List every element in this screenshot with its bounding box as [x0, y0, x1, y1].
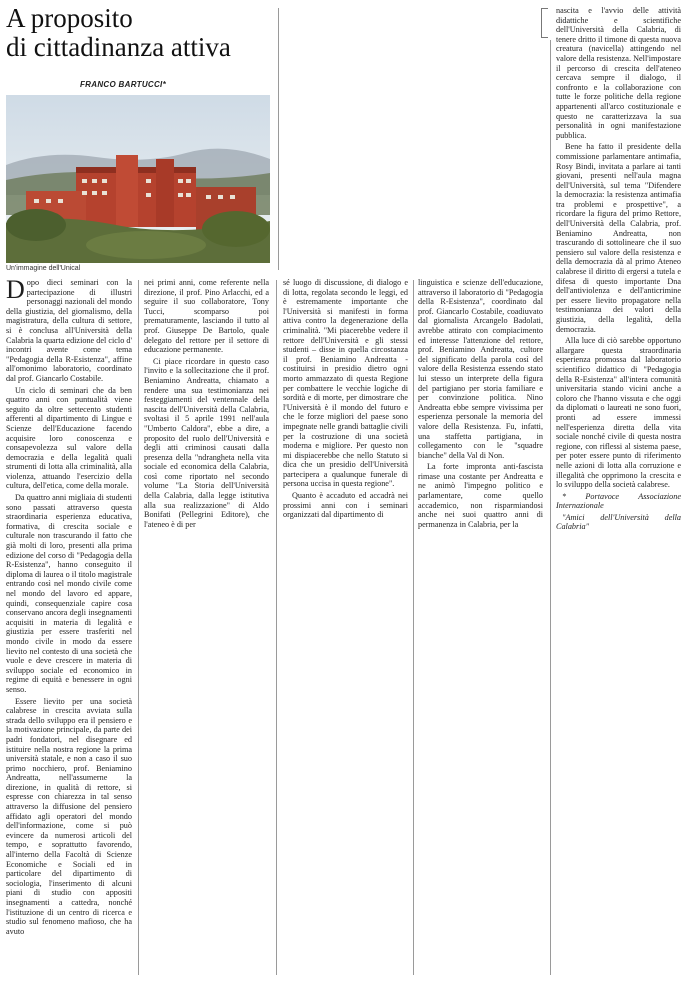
paragraph: Bene ha fatto il presidente della commissione parlamentare antimafia, Rosy Bindi, invitata a parlare ai tanti giovani, presenti nell'aula magna dell'Università, sul tema "Difendere la democrazia: la resistenza antimafia tra problemi e prospettive", a ricordare la figura del primo Rettore, dell'Università della Calabria, prof. Beniamino Andreatta, non trascurando di sottolineare che il suo pensiero sul valore della resistenza e della democrazia dà al primo Ateneo calabrese il diritto di ergersi a tutela e difesa di questo importante Dna dell'antiviolenza e dell'anticrimine per essere lievito propagatore nella testimonianza dei valori della giustizia, della legalità, della democrazia. — [556, 142, 681, 334]
corner-bracket — [541, 8, 548, 38]
campus-photo — [6, 95, 270, 263]
paragraph: Ci piace ricordare in questo caso l'invito e la sollecitazione che il prof. Beniamino Andreatta, chiamato a rendere una sua testimonianza nei festeggiamenti del ventennale della nascita dell'Università della Calabria, svoltasi il 5 aprile 1991 nell'aula "Umberto Caldora", ebbe a dire, a proposito del ruolo dell'Università e degli atti criminosi causati dalla presenza della "ndrangheta nella vita sociale ed economica della Calabria, così come riportato nel secondo volume "La Storia dell'Università della Calabria, dalla legge istitutiva alla sua realizzazione" di Aldo Bonifati (Pellegrini Editore), che l'ateneo è di per — [144, 356, 269, 529]
column-divider — [413, 280, 414, 975]
photo-caption: Un'immagine dell'Unical — [6, 265, 81, 272]
author-byline: FRANCO BARTUCCI* — [80, 80, 166, 89]
paragraph: Da quattro anni migliaia di studenti sono passati attraverso questa straordinaria esperienza educativa, formativa, di crescita sociale e culturale non trascurando il fatto che già molti di loro, presenti alla prima edizione del corso di "Pedagogia della R-Esistenza", hanno conseguito il diploma di laurea o il titolo magistrale entrando così nel mondo civile come nel mondo del lavoro ed appare, quindi, consequenziale capire cosa conservano ancora degli insegnamenti acquisiti in materia di legalità e giustizia per essere trasferiti nel mondo civile in modo da essere lievito nel contesto di una società che vuole e deve crescere in materia di sviluppo sociale ed economico in regime di equità e benessere in ogni senso. — [6, 493, 132, 694]
drop-cap: D — [6, 275, 25, 304]
author-footnote-association: "Amici dell'Università della Calabria" — [556, 512, 681, 532]
paragraph: linguistica e scienze dell'educazione, attraverso il laboratorio di "Pedagogia della R-Esistenza", coordinato dal prof. Giancarlo Costabile, coadiuvato dal giornalista Arcangelo Badolati, avrebbe attirato con compiacimento ed interesse l'attenzione del rettore, prof. Beniamino Andreatta, cultore del significato della parola così del valore della Resistenza essendo stato lui stesso un interprete della figura del partigiano per storia familiare e per convinzione politica. Nino Andreatta ebbe sempre vivissima per esperienza personale la memoria del valore della Resistenza. Fu, infatti, una staffetta partigiana, in collegamento con le "squadre bianche" della Val di Non. — [418, 278, 543, 460]
paragraph: Alla luce di ciò sarebbe opportuno allargare questa straordinaria esperienza promossa dal laboratorio scientifico didattico di "Pedagogia della R-Esistenza" all'intera comunità universitaria stando vicini anche a coloro che l'hanno vissuta e che oggi da diplomati o laureati ne sono fuori, pronti ad essere immessi nell'esperienza diretta della vita sociale nonché civile di questa nostra regione, con riflessi al sistema paese, per poter essere punto di riferimento nelle azioni di lotta alla corruzione e illegalità che opprimono la crescita e lo sviluppo della società calabrese. — [556, 336, 681, 490]
headline — [6, 4, 274, 62]
paragraph: Essere lievito per una società calabrese in crescita avviata sulla strada dello sviluppo era il pensiero e la motivazione principale, da parte dei padri fondatori, nel disegnare ed istituire nella nostra regione la prima università statale, e non a caso il suo primo nocchiero, prof. Beniamino Andreatta, nell'assumerne la direzione, in qualità di rettore, si espresse con chiarezza in tal senso attraverso la diffusione del pensiero affidato agli operatori del mondo dell'informazione, come si può evincere da numerosi articoli del tempo, e soprattutto favorendo, all'interno della Facoltà di Scienze Economiche e Sociali ed in particolare del dipartimento di sociologia, l'inserimento di alcuni piani di studio con appositi insegnamenti a cattedra, nonché l'istituzione di un centro di ricerca e studio sul fenomeno mafioso, che ha avuto — [6, 696, 132, 936]
headline-line-1: A proposito — [6, 3, 133, 33]
article-column-5 — [556, 6, 681, 981]
column-divider — [278, 8, 279, 270]
article-column-1 — [6, 275, 132, 978]
article-column-3 — [283, 278, 408, 978]
headline-line-2: di cittadinanza attiva — [6, 32, 231, 62]
column-divider — [550, 40, 551, 975]
campus-photo-illustration — [6, 95, 270, 263]
author-footnote: * Portavoce Associazione Internazionale — [556, 491, 681, 511]
paragraph: Dopo dieci seminari con la partecipazione di illustri personaggi nazionali del mondo della giustizia, del giornalismo, della magistratura, della cultura di settore, si è conclusa all'Università della Calabria la quarta edizione del ciclo d' incontri avente come tema "Pedagogia della R-Esistenza", affine all'omonimo laboratorio, coordinato dal prof. Giancarlo Costabile. — [6, 275, 132, 383]
article-column-2 — [144, 278, 269, 978]
paragraph: Un ciclo di seminari che da ben quattro anni con puntualità viene seguito da oltre settecento studenti afferenti al dipartimento di Lingue e Scienze dell'Educazione facendo acquisire loro conoscenza e consapevolezza sul valore della democrazia e della legalità quali strumenti di lotta alla criminalità, alla violenza, attuando l'esercizio della cultura, dell'etica, come della morale. — [6, 385, 132, 491]
paragraph: La forte impronta anti-fascista rimase una costante per Andreatta e ne animò l'impegno politico e parlamentare, come quello accademico, non risparmiandosi anche nei suoi quattro anni di permanenza in Calabria, per la — [418, 462, 543, 529]
paragraph: sé luogo di discussione, di dialogo e di lotta, regolata secondo le leggi, ed è estremamente importante che l'Università si manifesti in forma attiva contro la degenerazione della criminalità. "Mi piacerebbe vedere il rettore dell'Università e gli stessi studenti – disse in quella circostanza il prof. Beniamino Andreatta - costituirsi in presidio dietro ogni morto ammazzato di questa Regione per combattere le vecchie logiche di sordità e di morte, per dimostrare che l'Università è il mondo del futuro e che le forze migliori del paese sono impegnate nelle grandi battaglie civili per la costruzione di una società moderna e migliore. Per questo non mi dispiacerebbe che nello Statuto si dica che un presidio dell'Università partecipera a qualunque funerale di persona uccisa in questa regione". — [283, 278, 408, 489]
paragraph: Quanto è accaduto ed accadrà nei prossimi anni con i seminari organizzati dal dipartimento di — [283, 491, 408, 520]
article-column-4 — [418, 278, 543, 978]
column-divider — [138, 280, 139, 975]
paragraph: nei primi anni, come referente nella direzione, il prof. Pino Arlacchi, ed a seguire il suo collaboratore, Tony Tucci, scomparso poi prematuramente, lasciando il tutto al prof. Giuseppe De Bartolo, quale delegato del rettore per il settore di educazione permanente. — [144, 278, 269, 355]
column-divider — [276, 280, 277, 975]
paragraph: nascita e l'avvio delle attività didattiche e scientifiche dell'Università della Calabria, di tenere dritto il timone di questa nuova creatura (navicella) attingendo nel valore della resistenza. Nell'impostare il percorso di crescita dell'ateneo cercava sempre il dialogo, il confronto e la collaborazione con tutte le forze politiche della regione appartenenti all'arco costituzionale e questo ne caratterizzava la sua personalità in ogni manifestazione pubblica. — [556, 6, 681, 140]
